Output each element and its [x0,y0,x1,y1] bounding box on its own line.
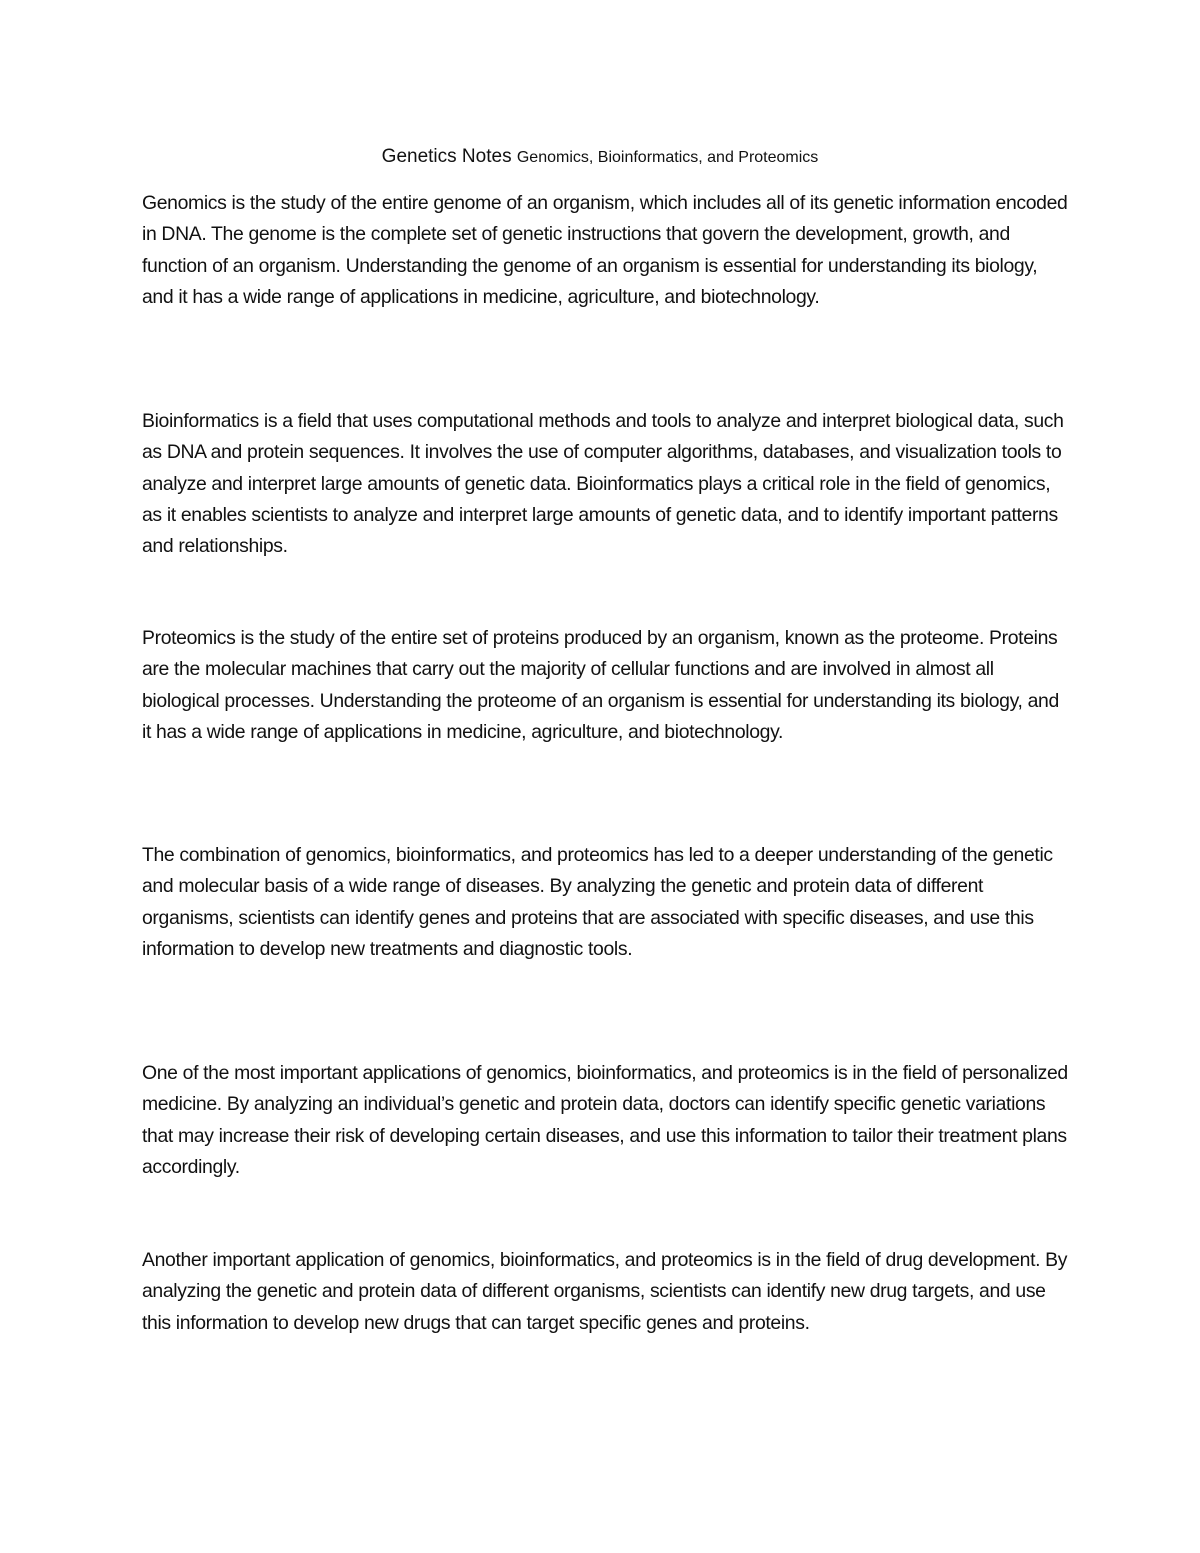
title-subtitle: Genomics, Bioinformatics, and Proteomics [516,149,819,166]
paragraph-personalized-medicine: One of the most important applications of genomics, bioinformatics, and proteomics is in the field of personalized medicine. By analyzing an individual’s genetic and protein data, doctors can identify specific genetic variations that may increase their risk of developing certain diseases, and use this information to tailor their treatment plans accordingly. [142,1062,1068,1178]
document-title [0,144,1200,171]
title-main: Genetics Notes [381,146,512,167]
paragraph-genomics: Genomics is the study of the entire genome of an organism, which includes all of its genetic information encoded in DNA. The genome is the complete set of genetic instructions that govern the development, growth, and function of an organism. Understanding the genome of an organism is essential for understanding its biology, and it has a wide range of applications in medicine, agriculture, and biotechnology. [142,192,1068,308]
paragraph-bioinformatics: Bioinformatics is a field that uses computational methods and tools to analyze and interpret biological data, such as DNA and protein sequences. It involves the use of computer algorithms, databases, and visualization tools to analyze and interpret large amounts of genetic data. Bioinformatics plays a critical role in the field of genomics, as it enables scientists to analyze and interpret large amounts of genetic data, and to identify important patterns and relationships. [142,410,1064,558]
paragraph-combination: The combination of genomics, bioinformatics, and proteomics has led to a deeper understanding of the genetic and molecular basis of a wide range of diseases. By analyzing the genetic and protein data of different organisms, scientists can identify genes and proteins that are associated with specific diseases, and use this information to develop new treatments and diagnostic tools. [142,844,1053,960]
paragraph-proteomics: Proteomics is the study of the entire set of proteins produced by an organism, known as the proteome. Proteins are the molecular machines that carry out the majority of cellular functions and are involved in almost all biological processes. Understanding the proteome of an organism is essential for understanding its biology, and it has a wide range of applications in medicine, agriculture, and biotechnology. [142,627,1059,743]
paragraph-drug-development: Another important application of genomics, bioinformatics, and proteomics is in the field of drug development. By analyzing the genetic and protein data of different organisms, scientists can identify new drug targets, and use this information to develop new drugs that can target specific genes and proteins. [142,1249,1068,1334]
